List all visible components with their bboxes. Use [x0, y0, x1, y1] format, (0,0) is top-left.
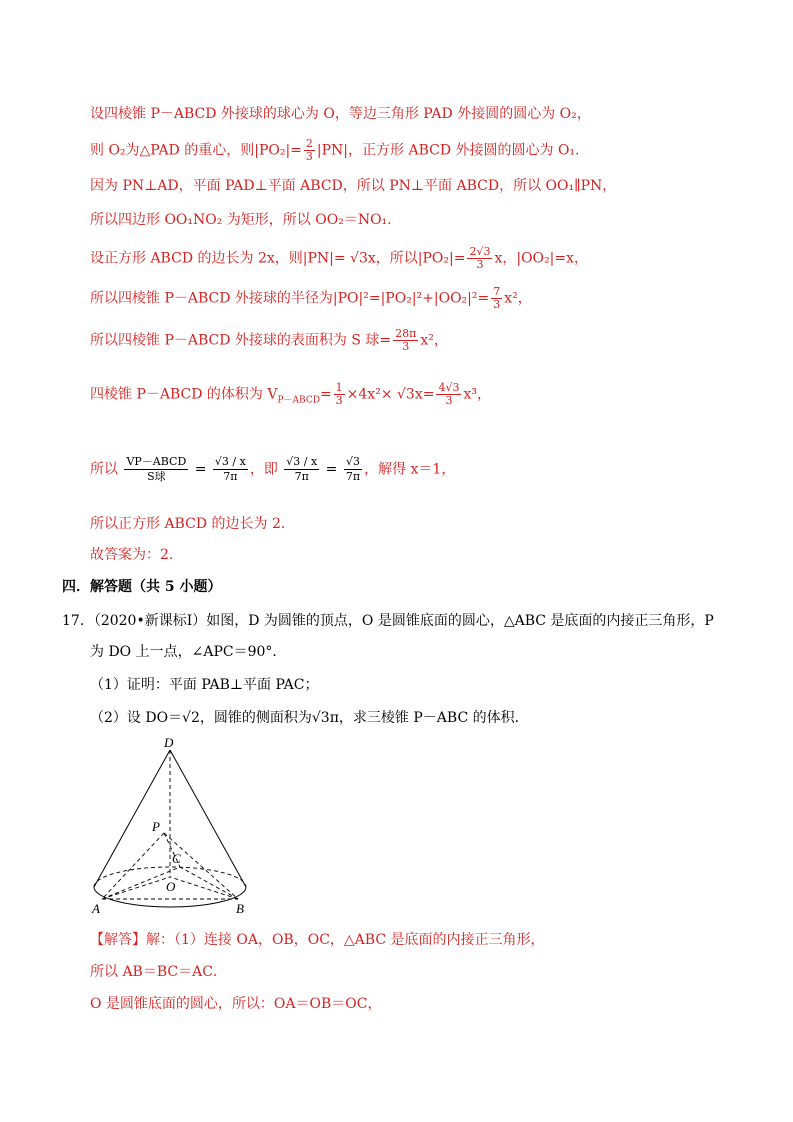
fraction: $\frac{7}{3}$	[493, 285, 501, 311]
solution-line-5	[90, 246, 588, 271]
solution-text: 所以四棱锥 P－ABCD 外接球的表面积为 S 球=	[90, 332, 392, 349]
solution-text: x³，	[463, 386, 491, 403]
solution-line-3: 因为 PN⊥AD，平面 PAD⊥平面 ABCD，所以 PN⊥平面 ABCD，所以 OO₁∥PN，	[90, 178, 617, 194]
answer-line-1	[90, 929, 545, 949]
problem-part-1: （1）证明：平面 PAB⊥平面 PAC；	[90, 677, 319, 693]
solution-text: 所以	[90, 461, 118, 478]
answer-tag: 【解答】	[90, 932, 146, 948]
solution-text: ，解得 x＝1，	[364, 461, 456, 478]
solution-text: 四棱锥 P－ABCD 的体积为 V	[90, 386, 278, 403]
solution-text: =	[319, 386, 332, 403]
label-A: A	[92, 901, 100, 915]
fraction: $\frac{\text{VP－ABCD}}{\text{S球}}$	[126, 455, 187, 483]
problem-part-2: （2）设 DO＝√2，圆锥的侧面积为√3π，求三棱锥 P－ABC 的体积．	[90, 710, 529, 726]
solution-text: 则 O₂为△PAD 的重心，则|PO₂|=	[90, 142, 302, 159]
solution-text: ×4x²× √3x=	[346, 386, 435, 403]
fraction: $\frac{2}{3}$	[305, 137, 313, 163]
fraction: $\frac{28\pi}{3}$	[395, 327, 417, 353]
answer-line-2: 所以 AB＝BC＝AC．	[90, 964, 227, 980]
solution-text: x²，	[420, 332, 448, 349]
solution-line-8	[90, 382, 491, 410]
solution-line-1: 设四棱锥 P－ABCD 外接球的球心为 O，等边三角形 PAD 外接圆的圆心为 O₂，	[90, 106, 591, 122]
fraction: $\frac{√3}{7\pi}$	[345, 455, 361, 483]
fraction: $\frac{1}{3}$	[335, 381, 343, 407]
answer-text: 解：（1）连接 OA，OB，OC，△ABC 是底面的内接正三角形，	[146, 932, 545, 948]
problem-line-1: 17．（2020•新课标Ⅰ）如图，D 为圆锥的顶点，O 是圆锥底面的圆心，△ABC 是底面的内接正三角形，P	[62, 613, 714, 629]
solution-text: 所以四棱锥 P－ABCD 外接球的半径为|PO|²=|PO₂|²+|OO₂|²=	[90, 290, 490, 307]
fraction: $\frac{4√3}{3}$	[438, 381, 460, 407]
solution-text: x，|OO₂|=x，	[494, 250, 588, 267]
solution-line-10: 所以正方形 ABCD 的边长为 2.	[90, 516, 286, 532]
solution-line-11: 故答案为：2.	[90, 547, 174, 563]
problem-line-2: 为 DO 上一点，∠APC＝90°．	[90, 644, 287, 660]
solution-line-6	[90, 286, 532, 311]
fraction: $\frac{2√3}{3}$	[469, 245, 491, 271]
label-D: D	[164, 735, 174, 750]
label-O: O	[166, 879, 176, 894]
solution-text: x²，	[504, 290, 532, 307]
label-P: P	[152, 819, 160, 834]
answer-line-3: O 是圆锥底面的圆心，所以：OA＝OB＝OC，	[90, 996, 382, 1012]
fraction: $\frac{√3 / x}{7\pi}$	[286, 455, 318, 483]
fraction: $\frac{√3 / x}{7\pi}$	[214, 455, 246, 483]
solution-text: |PN|，正方形 ABCD 外接圆的圆心为 O₁.	[316, 142, 580, 159]
solution-line-2	[90, 138, 580, 163]
solution-text: ，即	[249, 461, 278, 478]
section-heading: 四．解答题（共 5 小题）	[62, 579, 222, 595]
solution-line-9: 所以 $\frac{\text{VP－ABCD}}{\text{S球}}$ = $\frac{√3 / x}{7\pi}$ ，即 $\frac{√3 / x}{7\pi}$ = $\frac{√3}{7\pi}$ ，解得 x＝1，	[90, 455, 456, 483]
cone-edge-right	[170, 750, 246, 887]
subscript: P－ABCD	[277, 395, 320, 406]
solution-text: 设正方形 ABCD 的边长为 2x，则|PN|= √3x，所以|PO₂|=	[90, 250, 466, 267]
solution-line-7	[90, 328, 448, 353]
cone-figure	[88, 735, 258, 915]
label-C: C	[172, 851, 181, 866]
label-B: B	[236, 901, 244, 915]
segment-PA	[102, 833, 164, 899]
segment-OA	[102, 877, 170, 899]
solution-line-4: 所以四边形 OO₁NO₂ 为矩形，所以 OO₂＝NO₁.	[90, 212, 392, 228]
